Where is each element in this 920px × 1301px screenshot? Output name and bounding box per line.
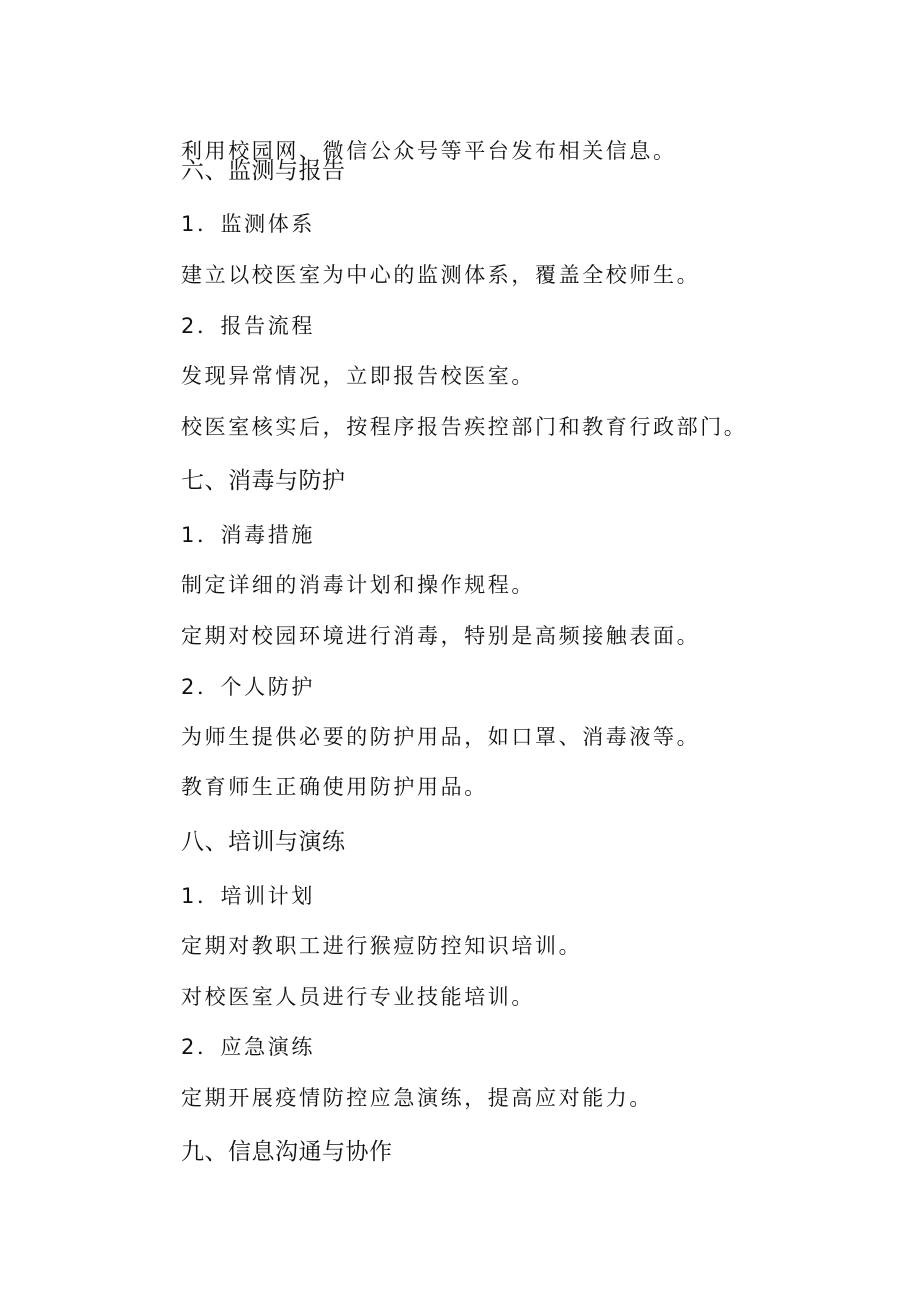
paragraph-publish-info: 利用校园网、微信公众号等平台发布相关信息。 <box>181 139 677 163</box>
subheading-emergency-drill: 2．应急演练 <box>181 1035 315 1059</box>
paragraph-emergency-drill: 定期开展疫情防控应急演练，提高应对能力。 <box>181 1086 653 1110</box>
paragraph-monitoring-system: 建立以校医室为中心的监测体系，覆盖全校师生。 <box>181 263 701 287</box>
subheading-personal-protection: 2．个人防护 <box>181 675 315 699</box>
subheading-disinfection-measures: 1．消毒措施 <box>181 523 315 547</box>
paragraph-training-staff: 定期对教职工进行猴痘防控知识培训。 <box>181 934 583 958</box>
paragraph-protection-supplies: 为师生提供必要的防护用品，如口罩、消毒液等。 <box>181 725 701 749</box>
paragraph-protection-education: 教育师生正确使用防护用品。 <box>181 775 488 799</box>
paragraph-disinfection-regular: 定期对校园环境进行消毒，特别是高频接触表面。 <box>181 624 701 648</box>
subheading-report-flow: 2．报告流程 <box>181 314 315 338</box>
paragraph-report-procedure: 校医室核实后，按程序报告疾控部门和教育行政部门。 <box>181 415 748 439</box>
paragraph-report-anomaly: 发现异常情况，立即报告校医室。 <box>181 364 535 388</box>
section-heading-disinfection: 七、消毒与防护 <box>181 468 346 494</box>
paragraph-training-clinic: 对校医室人员进行专业技能培训。 <box>181 985 535 1009</box>
paragraph-disinfection-plan: 制定详细的消毒计划和操作规程。 <box>181 573 535 597</box>
subheading-training-plan: 1．培训计划 <box>181 884 315 908</box>
section-heading-training: 八、培训与演练 <box>181 829 346 855</box>
section-heading-monitoring: 六、监测与报告 <box>181 158 346 184</box>
subheading-monitoring-system: 1．监测体系 <box>181 212 315 236</box>
section-heading-communication: 九、信息沟通与协作 <box>181 1139 393 1165</box>
